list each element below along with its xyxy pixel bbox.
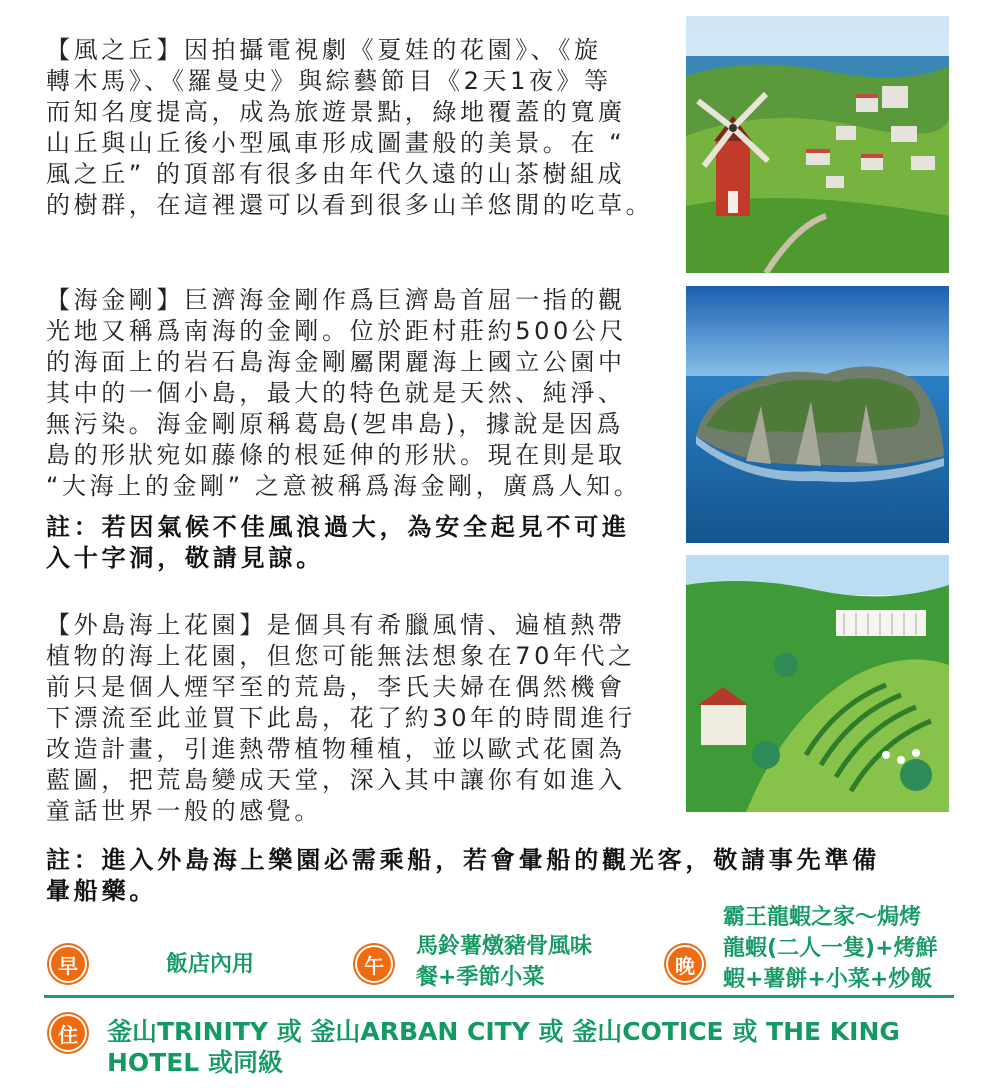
haegeumgang-note: 註：若因氣候不佳風浪過大，為安全起見不可進 入十字洞，敬請見諒。	[46, 513, 630, 572]
lunch-badge: 午	[357, 947, 391, 981]
garden-island-photo	[686, 555, 949, 812]
section-hill-of-wind-text: 【風之丘】因拍攝電視劇《夏娃的花園》、《旋 轉木馬》、《羅曼史》與綜藝節目《2天1夜》等 而知名度提高，成為旅遊景點，綠地覆蓋的寬廣 山丘與山丘後小型風車形成圖畫般的美景。在 “ 風之丘” 的頂部有很多由年代久遠的山茶樹組成 的樹群，在這裡還可以看到很多山羊悠閒的吃草。	[46, 36, 654, 219]
dinner-text: 霸王龍蝦之家～焗烤 龍蝦(二人一隻)+烤鮮 蝦+薯餅+小菜+炒飯	[723, 905, 938, 992]
breakfast-badge: 早	[51, 947, 85, 981]
dinner-badge: 晚	[668, 947, 702, 981]
oedo-note: 註：進入外島海上樂園必需乘船，若會暈船的觀光客，敬請事先準備 暈船藥。	[46, 846, 880, 905]
divider-line	[44, 995, 954, 998]
windmill-hill-photo	[686, 16, 949, 273]
breakfast-text: 飯店內用	[166, 952, 255, 977]
hotel-badge: 住	[51, 1016, 85, 1050]
section-oedo-garden-text: 【外島海上花園】是個具有希臘風情、遍植熱帶 植物的海上花園，但您可能無法想象在70年代之 前只是個人煙罕至的荒島，李氏夫婦在偶然機會 下漂流至此並買下此島，花了約30年的時間進行 改造計畫，引進熱帶植物種植，並以歐式花園為 藍圖，把荒島變成天堂，深入其中讓你有如進入 童話世界一般的感覺。	[46, 611, 636, 825]
rocky-island-photo	[686, 286, 949, 543]
lunch-text: 馬鈴薯燉豬骨風味 餐+季節小菜	[416, 934, 593, 990]
section-haegeumgang-text: 【海金剛】巨濟海金剛作爲巨濟島首屈一指的觀 光地又稱爲南海的金剛。位於距村莊約500公尺 的海面上的岩石島海金剛屬閑麗海上國立公園中 其中的一個小島，最大的特色就是天然、純淨、 無污染。海金剛原稱葛島(乫串島)，據說是因爲 島的形狀宛如藤條的根延伸的形狀。現在則是取 “大海上的金剛” 之意被稱爲海金剛，廣爲人知。	[46, 286, 642, 500]
hotel-text: 釜山TRINITY 或 釜山ARBAN CITY 或 釜山COTICE 或 THE KING HOTEL 或同級	[107, 1017, 900, 1077]
